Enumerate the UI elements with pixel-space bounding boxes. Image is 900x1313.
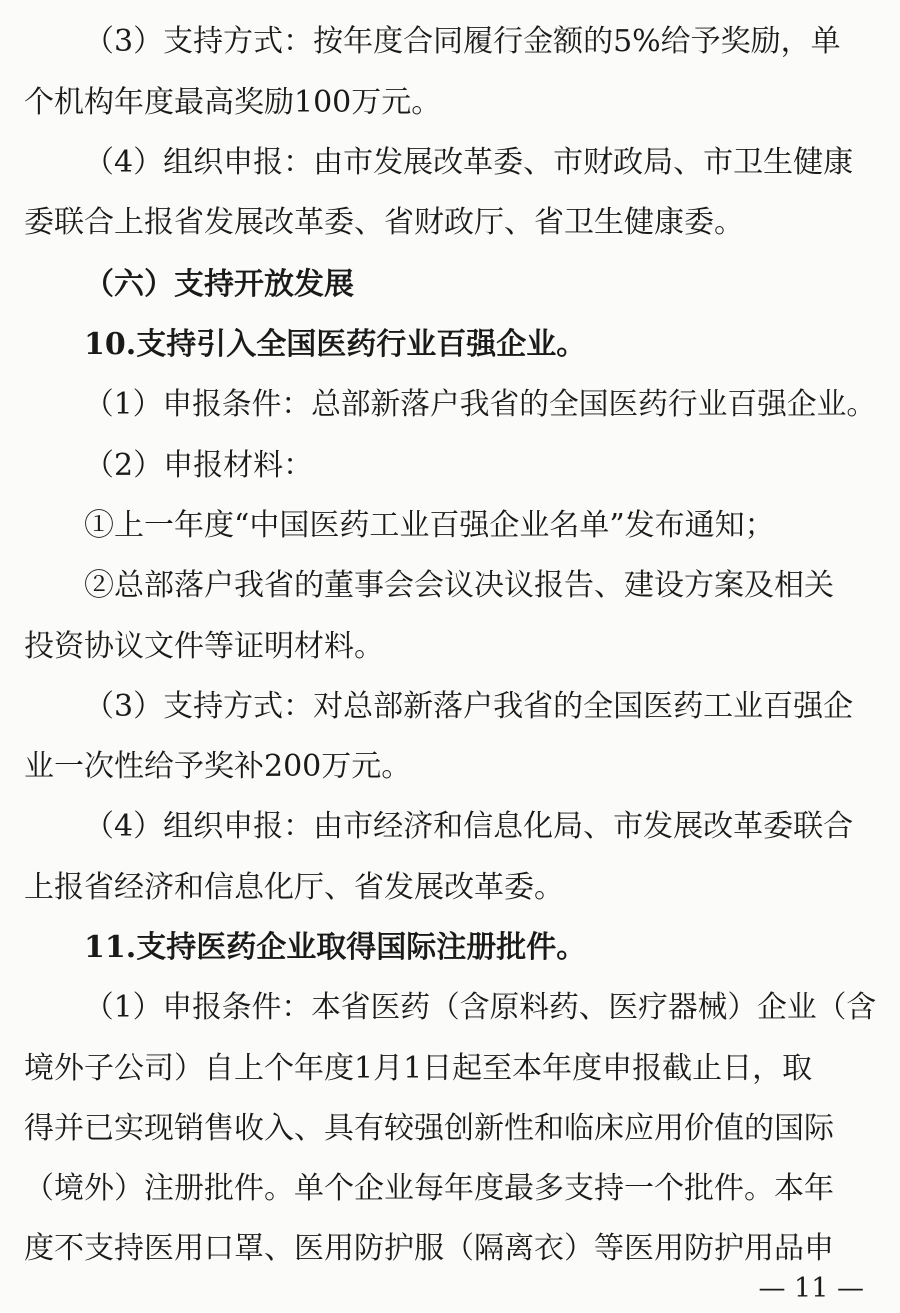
text-line-11: 投资协议文件等证明材料。 [24, 629, 384, 664]
text-line-21: 度不支持医用口罩、医用防护服（隔离衣）等医用防护用品申 [24, 1231, 834, 1266]
text-line-1: （3）支持方式：按年度合同履行金额的5%给予奖励，单 [84, 24, 841, 59]
text-line-15: 上报省经济和信息化厅、省发展改革委。 [24, 870, 564, 905]
text-line-20: （境外）注册批件。单个企业每年度最多支持一个批件。本年 [24, 1171, 834, 1206]
text-line-4: 委联合上报省发展改革委、省财政厅、省卫生健康委。 [24, 205, 744, 240]
text-line-7: （1）申报条件：总部新落户我省的全国医药行业百强企业。 [84, 387, 877, 422]
item-heading-10: 10.支持引入全国医药行业百强企业。 [84, 327, 587, 362]
text-line-12: （3）支持方式：对总部新落户我省的全国医药工业百强企 [84, 689, 854, 724]
text-line-13: 业一次性给予奖补200万元。 [24, 749, 412, 784]
text-line-14: （4）组织申报：由市经济和信息化局、市发展改革委联合 [84, 809, 854, 844]
text-line-17: （1）申报条件：本省医药（含原料药、医疗器械）企业（含 [84, 990, 877, 1025]
section-heading: （六）支持开放发展 [84, 267, 354, 302]
text-line-10: ②总部落户我省的董事会会议决议报告、建设方案及相关 [84, 568, 834, 603]
text-line-18: 境外子公司）自上个年度1月1日起至本年度申报截止日，取 [24, 1051, 813, 1086]
text-line-9: ①上一年度“中国医药工业百强企业名单”发布通知； [84, 508, 775, 543]
text-line-8: （2）申报材料： [84, 448, 314, 483]
text-line-2: 个机构年度最高奖励100万元。 [24, 85, 442, 120]
text-line-19: 得并已实现销售收入、具有较强创新性和临床应用价值的国际 [24, 1111, 834, 1146]
page-number: — 11 — [758, 1273, 864, 1304]
text-line-3: （4）组织申报：由市发展改革委、市财政局、市卫生健康 [84, 145, 854, 180]
item-heading-11: 11.支持医药企业取得国际注册批件。 [84, 930, 587, 965]
